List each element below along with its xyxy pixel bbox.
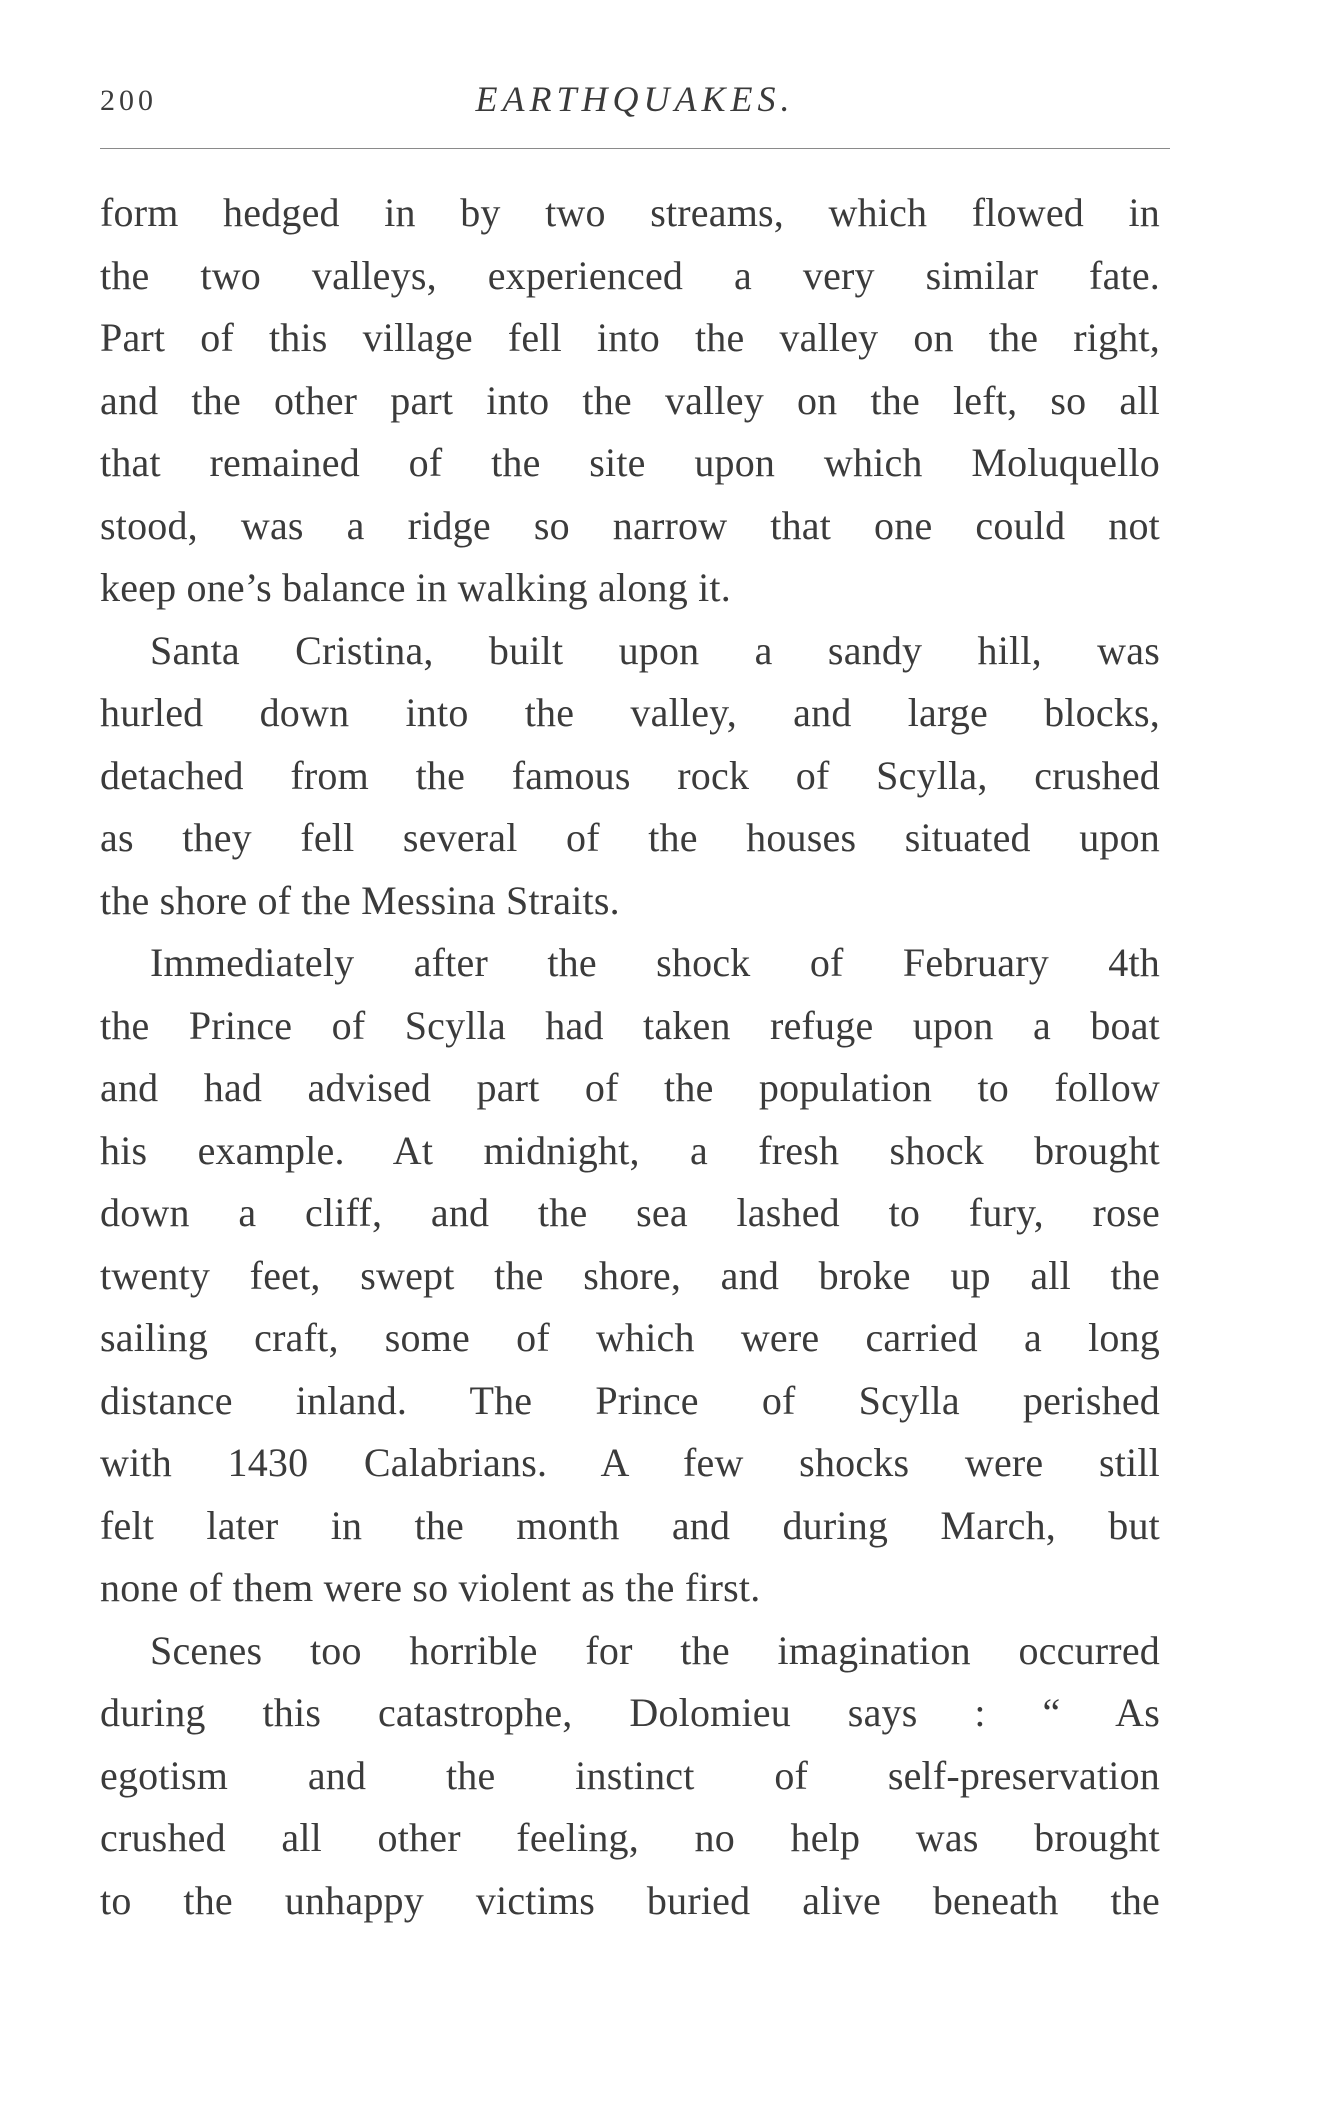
text-line: and had advised part of the population to follow: [100, 1065, 1160, 1110]
text-line: to the unhappy victims buried alive beneath the: [100, 1877, 1160, 1923]
paragraph: [100, 620, 1160, 933]
text-line: hurled down into the valley, and large blocks,: [100, 690, 1160, 735]
page-header: [100, 78, 1170, 138]
text-line: keep one’s balance in walking along it.: [100, 565, 731, 610]
text-line: the two valleys, experienced a very similar fate.: [100, 252, 1160, 298]
text-line: Part of this village fell into the valley on the right,: [100, 315, 1160, 360]
paragraph: [100, 182, 1160, 620]
text-line: during this catastrophe, Dolomieu says : “ As: [100, 1690, 1160, 1735]
text-line: form hedged in by two streams, which flowed in: [100, 190, 1160, 235]
text-line: Immediately after the shock of February 4th: [150, 940, 1160, 985]
text-line: none of them were so violent as the first.: [100, 1565, 761, 1610]
text-line: twenty feet, swept the shore, and broke up all the: [100, 1252, 1160, 1298]
page-number: 200: [100, 84, 157, 117]
text-line: Scenes too horrible for the imagination occurred: [150, 1627, 1160, 1673]
text-line: felt later in the month and during March, but: [100, 1502, 1160, 1548]
text-line: crushed all other feeling, no help was brought: [100, 1815, 1160, 1860]
text-line: stood, was a ridge so narrow that one could not: [100, 502, 1160, 548]
text-line: the Prince of Scylla had taken refuge upon a boat: [100, 1002, 1160, 1048]
text-line: as they fell several of the houses situated upon: [100, 815, 1160, 860]
text-line: with 1430 Calabrians. A few shocks were still: [100, 1440, 1160, 1485]
text-line: down a cliff, and the sea lashed to fury, rose: [100, 1190, 1160, 1235]
running-title: EARTHQUAKES.: [475, 79, 795, 119]
text-line: the shore of the Messina Straits.: [100, 877, 620, 923]
paragraph: [100, 932, 1160, 1620]
text-line: Santa Cristina, built upon a sandy hill, was: [150, 627, 1160, 673]
text-line: his example. At midnight, a fresh shock brought: [100, 1127, 1160, 1173]
header-rule: [100, 148, 1170, 149]
text-line: egotism and the instinct of self-preservation: [100, 1752, 1160, 1798]
paragraph: [100, 1620, 1160, 1933]
text-line: sailing craft, some of which were carried a long: [100, 1315, 1160, 1360]
text-line: detached from the famous rock of Scylla, crushed: [100, 752, 1160, 798]
text-line: and the other part into the valley on the left, so all: [100, 377, 1160, 423]
body-text: [100, 182, 1160, 1932]
text-line: that remained of the site upon which Moluquello: [100, 440, 1160, 485]
text-line: distance inland. The Prince of Scylla perished: [100, 1377, 1160, 1423]
